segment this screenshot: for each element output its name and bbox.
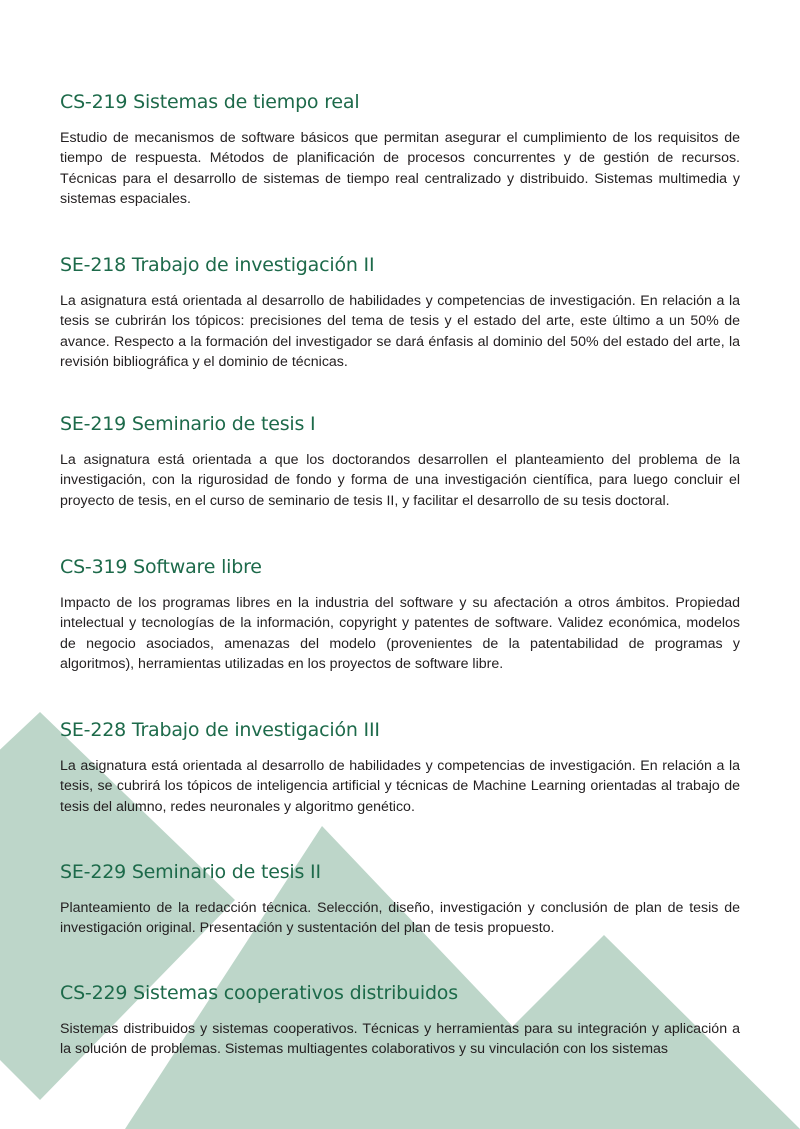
course-section [60,253,740,372]
course-description: La asignatura está orientada a que los doctorandos desarrollen el planteamiento del problema de la investigación, con la rigurosidad de fondo y forma de una investigación científica, para luego concluir el proyecto de tesis, en el curso de seminario de tesis II, y facilitar el desarrollo de su tesis doctoral. [60,452,740,509]
course-section [60,555,740,674]
course-title: SE-218 Trabajo de investigación II [60,254,375,276]
course-title: SE-228 Trabajo de investigación III [60,719,380,741]
course-title: CS-219 Sistemas de tiempo real [60,91,360,113]
course-title: CS-229 Sistemas cooperativos distribuidos [60,982,458,1004]
course-section [60,718,740,817]
course-title: SE-229 Seminario de tesis II [60,861,321,883]
course-title: SE-219 Seminario de tesis I [60,413,316,435]
course-section [60,90,740,209]
course-section [60,412,740,511]
course-description: Sistemas distribuidos y sistemas cooperativos. Técnicas y herramientas para su integración y aplicación a la solución de problemas. Sistemas multiagentes colaborativos y su vinculación con los sistemas [60,1021,740,1058]
course-description: Planteamiento de la redacción técnica. Selección, diseño, investigación y conclusión de plan de tesis de investigación original. Presentación y sustentación del plan de tesis propuesto. [60,900,740,937]
course-description: Impacto de los programas libres en la industria del software y su afectación a otros ámbitos. Propiedad intelectual y tecnologías de la información, copyright y patentes de software. Validez económica, modelos de negocio asociados, amenazas del modelo (provenientes de la patentabilidad de programas y algoritmos), herramientas utilizadas en los proyectos de software libre. [60,595,740,672]
course-description: La asignatura está orientada al desarrollo de habilidades y competencias de investigación. En relación a la tesis, se cubrirá los tópicos de inteligencia artificial y técnicas de Machine Learning orientadas al trabajo de tesis del alumno, redes neuronales y algoritmo genético. [60,758,740,815]
course-title: CS-319 Software libre [60,556,262,578]
course-description: Estudio de mecanismos de software básicos que permitan asegurar el cumplimiento de los requisitos de tiempo de respuesta. Métodos de planificación de procesos concurrentes y de gestión de recursos. Técnicas para el desarrollo de sistemas de tiempo real centralizado y distribuido. Sistemas multimedia y sistemas espaciales. [60,130,740,207]
course-section [60,981,740,1060]
course-description: La asignatura está orientada al desarrollo de habilidades y competencias de investigación. En relación a la tesis se cubrirán los tópicos: precisiones del tema de tesis y el estado del arte, este último a un 50% de avance. Respecto a la formación del investigador se dará énfasis al dominio del 50% del estado del arte, la revisión bibliográfica y el dominio de técnicas. [60,293,740,370]
course-section [60,860,740,939]
